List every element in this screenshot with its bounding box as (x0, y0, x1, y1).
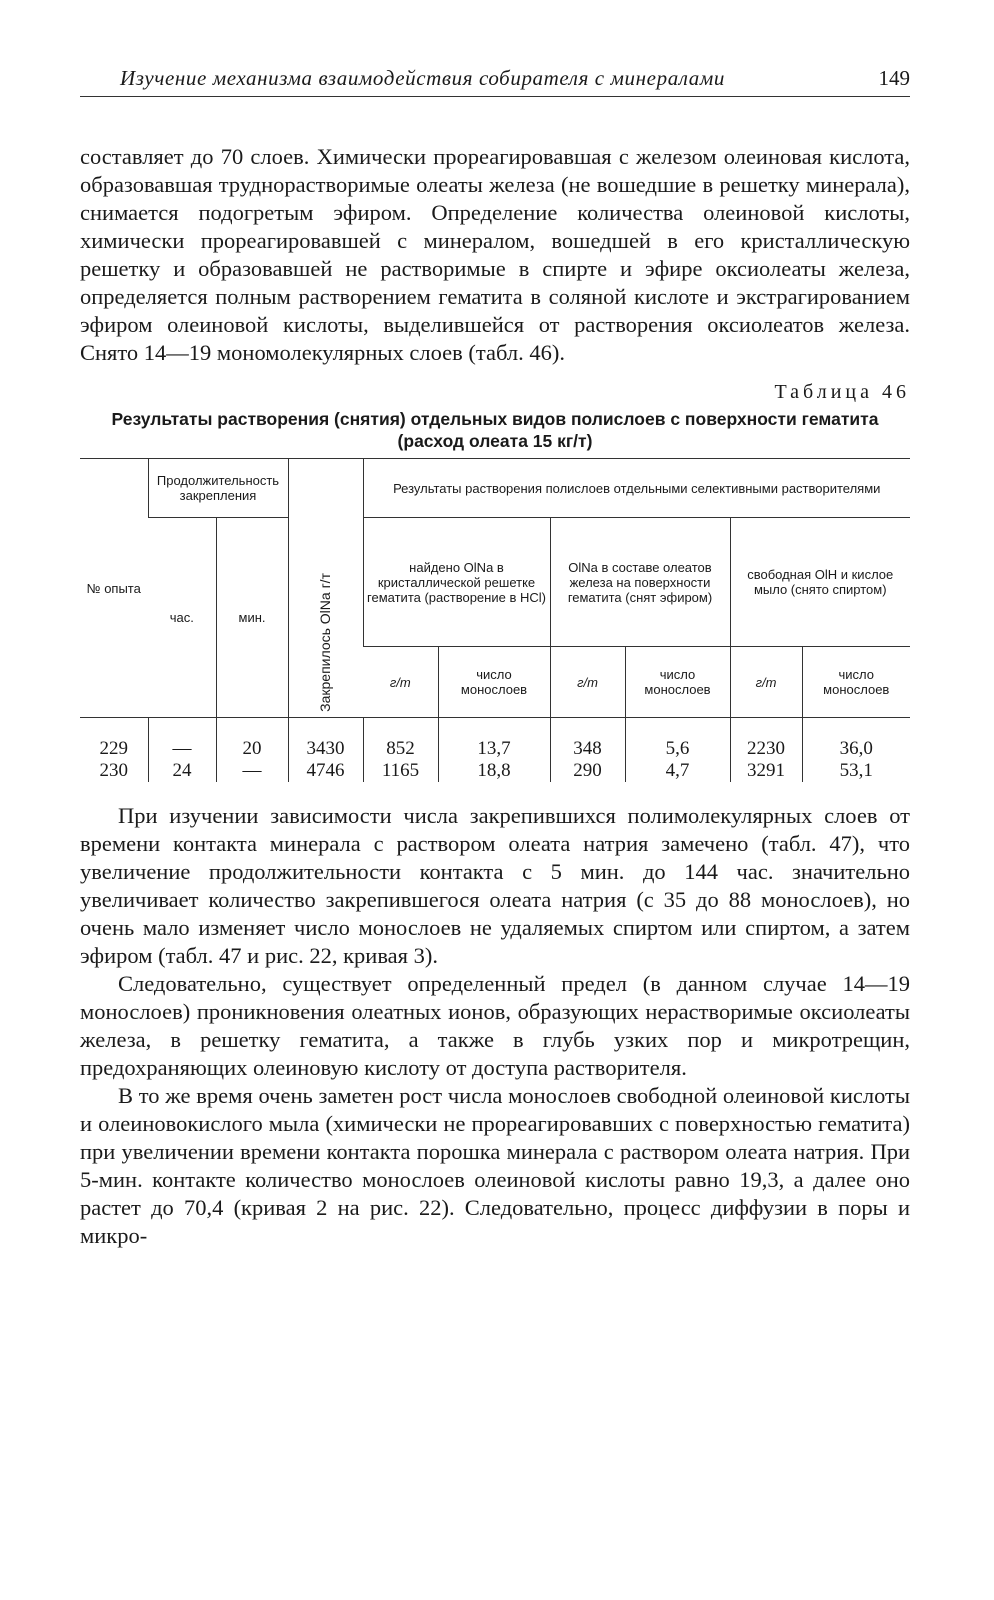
cell-g3-mono: 53,1 (802, 760, 910, 782)
col-g1-gt: г/т (363, 647, 438, 718)
col-fixed (288, 459, 363, 718)
col-group-lattice: найдено OlNa в кристаллической решетке гематита (растворение в HCl) (363, 518, 550, 647)
cell-no: 230 (99, 760, 128, 781)
cell-minutes: 20 (216, 718, 288, 761)
cell-g3-gt: 3291 (730, 760, 802, 782)
col-results: Результаты растворения полислоев отдельными селективными растворителями (363, 459, 910, 518)
col-group-iron-oleates: OlNa в составе олеатов железа на поверхности гематита (снят эфиром) (550, 518, 730, 647)
running-title: Изучение механизма взаимодействия собирателя с минералами (120, 66, 726, 90)
col-g3-gt: г/т (730, 647, 802, 718)
cell-g1-gt: 1165 (363, 760, 438, 782)
cell-g2-mono: 5,6 (625, 718, 730, 761)
col-duration: Продолжительность закрепления (148, 459, 288, 518)
cell-minutes: — (216, 760, 288, 782)
cell-g2-mono: 4,7 (625, 760, 730, 782)
table-row (80, 760, 910, 782)
col-g2-mono: число монослоев (625, 647, 730, 718)
cell-g1-gt: 852 (363, 718, 438, 761)
paragraph: При изучении зависимости числа закрепившихся полимолекулярных слоев от времени контакта минерала с раствором олеата натрия замечено (табл. 47), что увеличение продолжительности контакта с 5 мин. до 144 час. значительно увеличивает количество закрепившегося олеата натрия (с 35 до 88 монослоев), но очень мало изменяет число монослоев не удаляемых спиртом или спиртом, а затем эфиром (табл. 47 и рис. 22, кривая 3). (80, 803, 910, 968)
table-title: Результаты растворения (снятия) отдельных видов полислоев с поверхности гематита (расход олеата 15 кг/т) (111, 409, 879, 451)
col-group-free-acid: свободная OlH и кислое мыло (снято спиртом) (730, 518, 910, 647)
cell-g2-gt: 290 (550, 760, 625, 782)
page-number: 149 (878, 66, 910, 90)
book-page (80, 60, 910, 1250)
col-minutes: мин. (216, 518, 288, 718)
cell-g1-mono: 13,7 (438, 718, 550, 761)
table-row (80, 718, 910, 761)
col-g1-mono: число монослоев (438, 647, 550, 718)
cell-g3-gt: 2230 (730, 718, 802, 761)
cell-g1-mono: 18,8 (438, 760, 550, 782)
col-exp-no: № опыта (80, 459, 148, 718)
paragraph: составляет до 70 слоев. Химически прореагировавшая с железом олеиновая кислота, образовавшая труднорастворимые олеаты железа (не вошедшие в решетку минерала), снимается подогретым эфиром. Определение количества олеиновой кислоты, химически прореагировавшей с минералом, вошедшей в его кристаллическую решетку и образовавшей не растворимые в спирте и эфире оксиолеаты железа, определяется полным растворением гематита в соляной кислоте и экстрагированием эфиром олеиновой кислоты, выделившейся от растворения оксиолеатов железа. Снято 14—19 мономолекулярных слоев (табл. 46). (80, 144, 910, 365)
cell-no: 229 (80, 718, 148, 761)
col-hours: час. (148, 518, 216, 718)
cell-fixed: 4746 (288, 760, 363, 782)
col-fixed-label: Закрепилось OlNa г/т (317, 573, 333, 712)
col-g2-gt: г/т (550, 647, 625, 718)
cell-g2-gt: 348 (550, 718, 625, 761)
cell-hours: — (148, 718, 216, 761)
cell-fixed: 3430 (288, 718, 363, 761)
running-header (80, 60, 910, 97)
paragraph: Следовательно, существует определенный предел (в данном случае 14—19 монослоев) проникновения олеатных ионов, образующих нерастворимые оксиолеаты железа, в решетку гематита, а также в глубь узких пор и микротрещин, предохраняющих олеиновую кислоту от доступа растворителя. (80, 971, 910, 1080)
cell-hours: 24 (148, 760, 216, 782)
results-table (80, 458, 910, 782)
col-g3-mono: число монослоев (802, 647, 910, 718)
paragraph: В то же время очень заметен рост числа монослоев свободной олеиновой кислоты и олеиновокислого мыла (химически не прореагировавших с поверхностью гематита) при увеличении времени контакта порошка минерала с раствором олеата натрия. При 5-мин. контакте количество монослоев олеиновой кислоты равно 19,3, а далее оно растет до 70,4 (кривая 2 на рис. 22). Следовательно, процесс диффузии в поры и микро- (80, 1083, 910, 1248)
cell-g3-mono: 36,0 (802, 718, 910, 761)
table-number: Таблица 46 (774, 381, 910, 403)
